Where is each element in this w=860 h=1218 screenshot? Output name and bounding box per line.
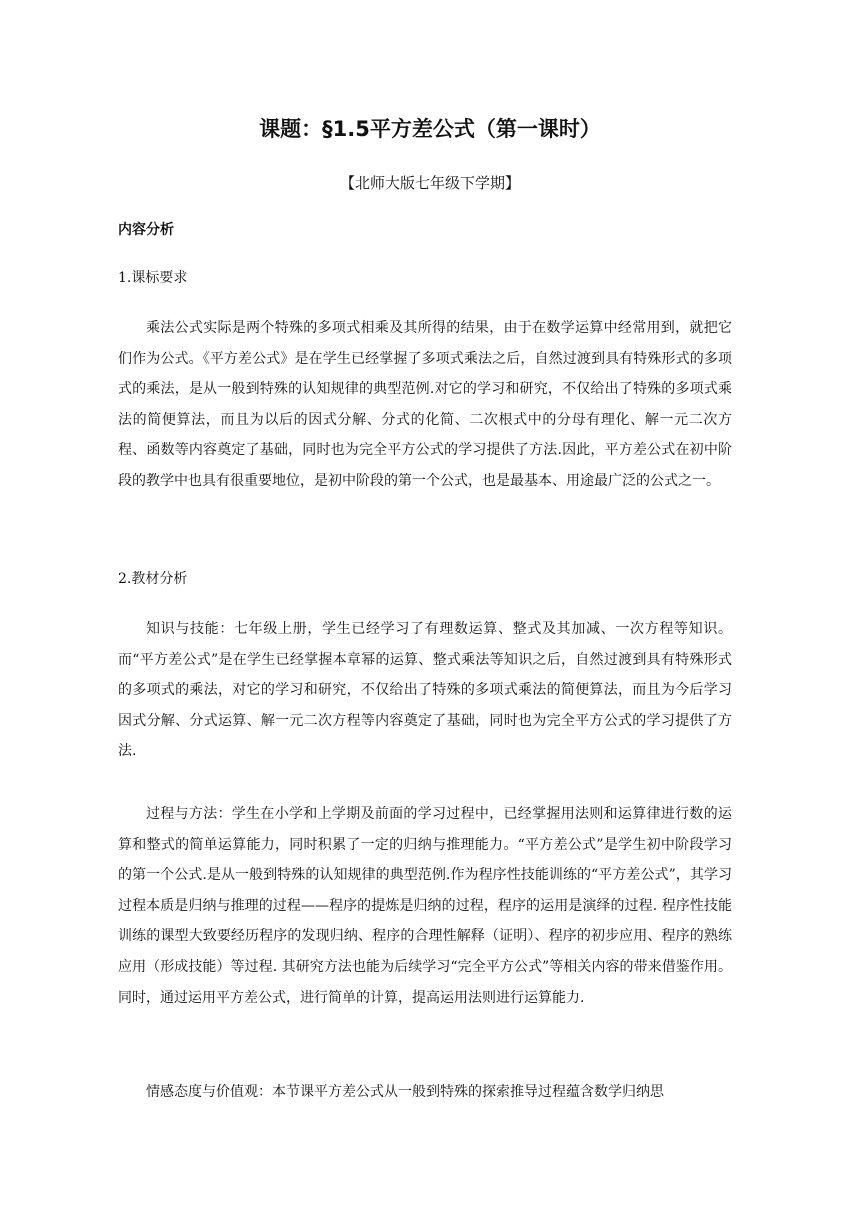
section-heading-content-analysis: 内容分析 — [118, 222, 174, 238]
paragraph-emotional-attitudes: 情感态度与价值观：本节课平方差公式从一般到特殊的探索推导过程蕴含数学归纳思 — [146, 1084, 664, 1100]
textbook-edition-subtitle: 【北师大版七年级下学期】 — [339, 174, 520, 192]
paragraph-knowledge-and-skills: 知识与技能：七年级上册，学生已经学习了有理数运算、整式及其加减、一次方程等知识。而“平方差公式”是在学生已经掌握本章幂的运算、整式乘法等知识之后，自然过渡到具有特殊形式的多项式的乘法，对它的学习和研究，不仅给出了特殊的多项式乘法的简便算法，而且为今后学习因式分解、分式运算、解一元二次方程等内容奠定了基础，同时也为完全平方公式的学习提供了方法. — [118, 621, 732, 760]
paragraph-curriculum-requirements: 乘法公式实际是两个特殊的多项式相乘及其所得的结果，由于在数学运算中经常用到，就把它们作为公式。《平方差公式》是在学生已经掌握了多项式乘法之后，自然过渡到具有特殊形式的多项式的乘法，是从一般到特殊的认知规律的典型范例.对它的学习和研究，不仅给出了特殊的多项式乘法的简便算法，而且为以后的因式分解、分式的化简、二次根式中的分母有理化、解一元二次方程、函数等内容奠定了基础，同时也为完全平方公式的学习提供了方法.因此，平方差公式在初中阶段的教学中也具有很重要地位，是初中阶段的第一个公式，也是最基本、用途最广泛的公式之一。 — [118, 320, 732, 489]
subsection-title-curriculum-requirements: 1.课标要求 — [118, 270, 188, 286]
subsection-title-textbook-analysis: 2.教材分析 — [118, 571, 188, 587]
paragraph-process-and-methods: 过程与方法：学生在小学和上学期及前面的学习过程中，已经掌握用法则和运算律进行数的运算和整式的简单运算能力，同时积累了一定的归纳与推理能力。“平方差公式”是学生初中阶段学习的第一个公式.是从一般到特殊的认知规律的典型范例.作为程序性技能训练的“平方差公式”，其学习过程本质是归纳与推理的过程——程序的提炼是归纳的过程，程序的运用是演绎的过程. 程序性技能训练的课型大致要经历程序的发现归纳、程序的合理性解释（证明）、程序的初步应用、程序的熟练应用（形成技能）等过程. 其研究方法也能为后续学习“完全平方公式”等相关内容的带来借鉴作用。同时，通过运用平方差公式，进行简单的计算，提高运用法则进行运算能力. — [118, 806, 732, 1006]
page-title: 课题：§1.5平方差公式（第一课时） — [259, 117, 601, 141]
